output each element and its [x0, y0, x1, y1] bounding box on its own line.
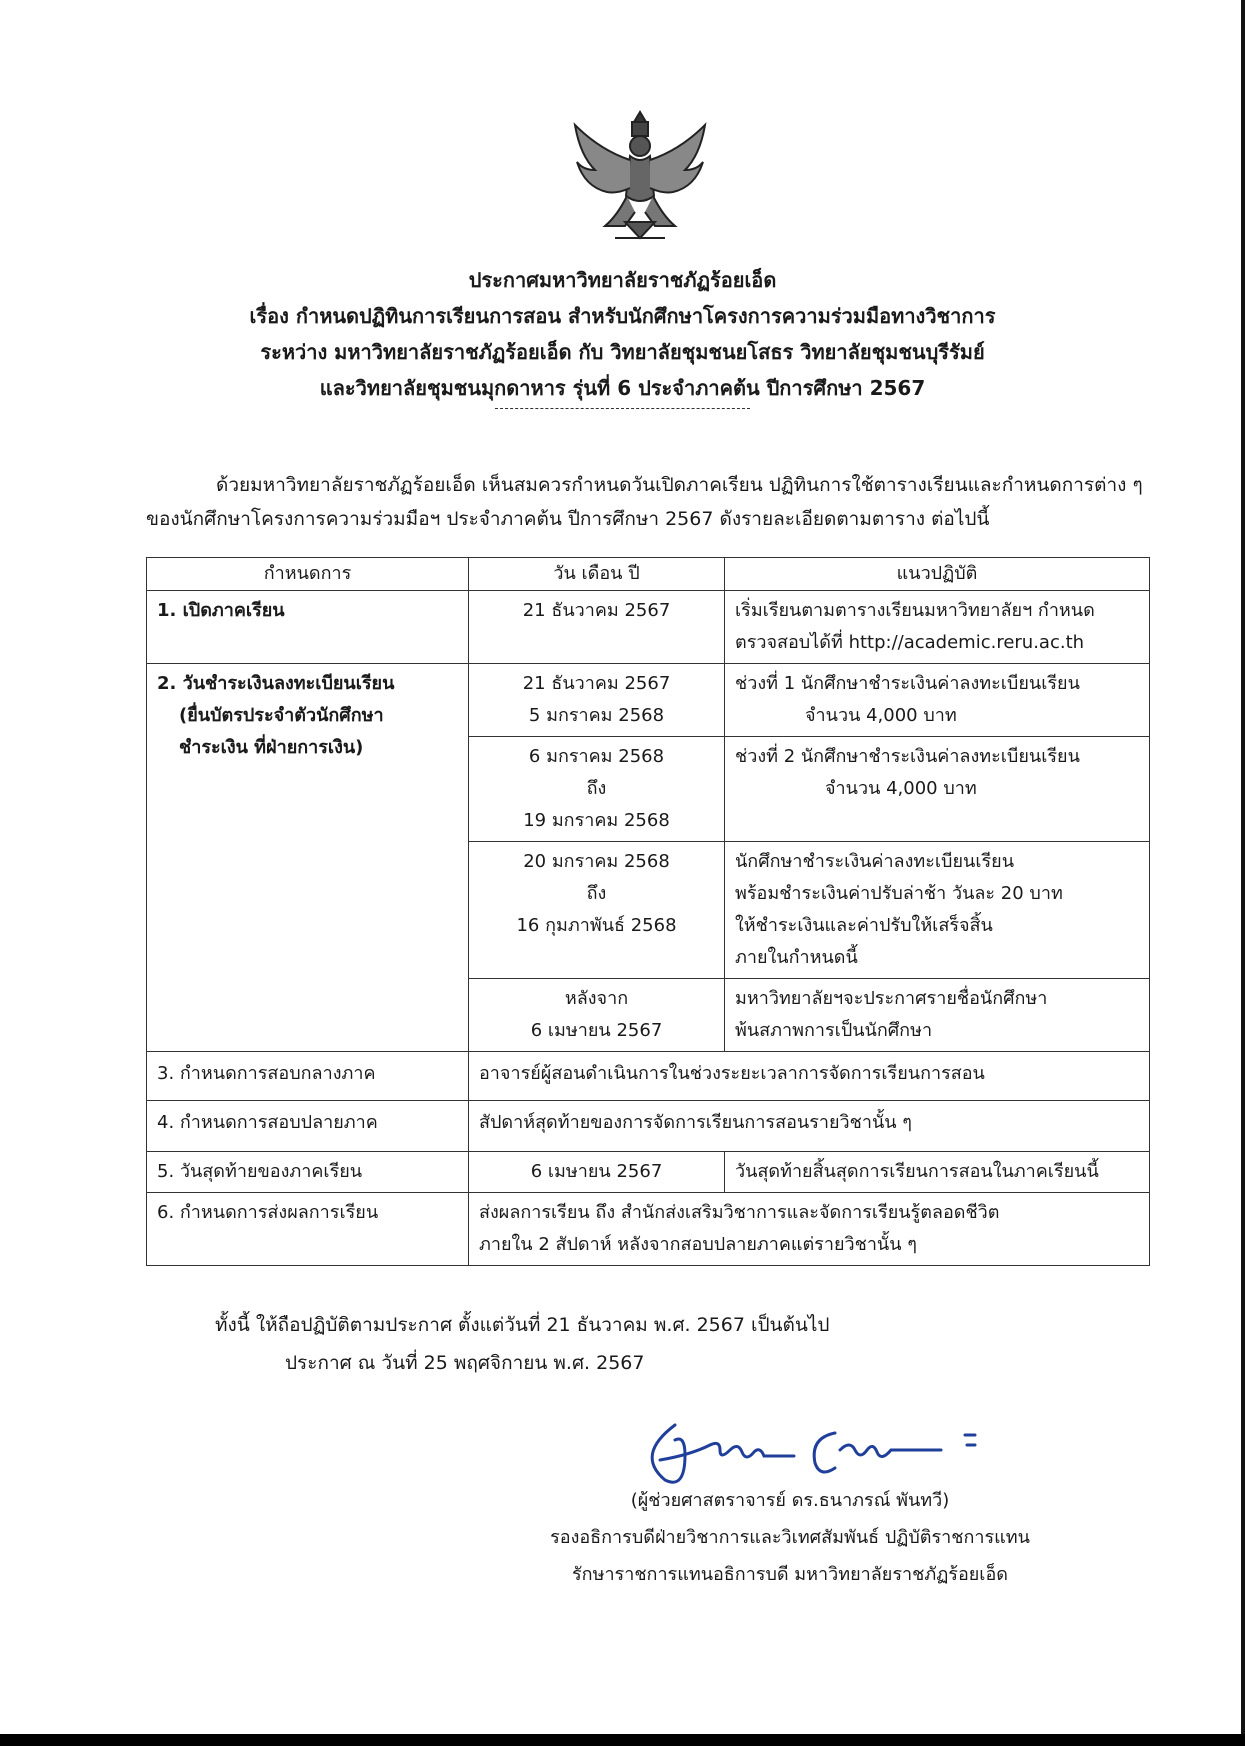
row1-note [725, 591, 1150, 664]
row2d-date-line2: 6 เมษายน 2567 [530, 1020, 663, 1041]
row2b-date [469, 737, 725, 842]
row2c-note-line4: ภายในกำหนดนี้ [735, 947, 858, 968]
row2c-note-line1: นักศึกษาชำระเงินค่าลงทะเบียนเรียน [735, 851, 1015, 872]
row2b-note [725, 737, 1150, 842]
row2a-note-line2: จำนวน 4,000 บาท [805, 705, 957, 726]
row2c-note-line2: พร้อมชำระเงินค่าปรับล่าช้า วันละ 20 บาท [735, 883, 1063, 904]
row6-note-line2: ภายใน 2 สัปดาห์ หลังจากสอบปลายภาคแต่รายวิชานั้น ๆ [479, 1234, 917, 1255]
effective-date-block [215, 1306, 829, 1382]
intro-paragraph [146, 468, 1146, 536]
title-line-3: ระหว่าง มหาวิทยาลัยราชภัฏร้อยเอ็ด กับ วิทยาลัยชุมชนยโสธร วิทยาลัยชุมชนบุรีรัมย์ [260, 340, 985, 364]
row2-item-line2: (ยื่นบัตรประจำตัวนักศึกษา [179, 705, 384, 726]
row2c-date-line2: ถึง [586, 883, 607, 904]
garuda-emblem-icon [565, 100, 715, 250]
row2c-note [725, 842, 1150, 979]
row2b-note-line2: จำนวน 4,000 บาท [825, 778, 977, 799]
announced-date-line: ประกาศ ณ วันที่ 25 พฤศจิกายน พ.ศ. 2567 [285, 1352, 645, 1374]
row4-item: 4. กำหนดการสอบปลายภาค [147, 1101, 469, 1152]
row1-item: 1. เปิดภาคเรียน [147, 591, 469, 664]
table-row [147, 664, 1150, 737]
row6-note-line1: ส่งผลการเรียน ถึง สำนักส่งเสริมวิชาการและจัดการเรียนรู้ตลอดชีวิต [479, 1202, 1000, 1223]
row2d-note [725, 979, 1150, 1052]
row2-item-line1: 2. วันชำระเงินลงทะเบียนเรียน [157, 673, 395, 694]
row2c-date-line3: 16 กุมภาพันธ์ 2568 [516, 915, 677, 936]
row5-item: 5. วันสุดท้ายของภาคเรียน [147, 1152, 469, 1193]
title-line-4: และวิทยาลัยชุมชนมุกดาหาร รุ่นที่ 6 ประจำภาคต้น ปีการศึกษา 2567 [319, 376, 926, 400]
row2d-note-line1: มหาวิทยาลัยฯจะประกาศรายชื่อนักศึกษา [735, 988, 1048, 1009]
row2d-date-line1: หลังจาก [564, 988, 629, 1009]
announcement-title [130, 262, 1115, 409]
row2a-date [469, 664, 725, 737]
row2c-date-line1: 20 มกราคม 2568 [523, 851, 670, 872]
title-line-1: ประกาศมหาวิทยาลัยราชภัฏร้อยเอ็ด [468, 268, 777, 292]
table-row [147, 591, 1150, 664]
effective-date-line: ทั้งนี้ ให้ถือปฏิบัติตามประกาศ ตั้งแต่วันที่ 21 ธันวาคม พ.ศ. 2567 เป็นต้นไป [215, 1314, 830, 1336]
row2c-note-line3: ให้ชำระเงินและค่าปรับให้เสร็จสิ้น [735, 915, 993, 936]
table-row [147, 1193, 1150, 1266]
signer-position-2: รักษาราชการแทนอธิการบดี มหาวิทยาลัยราชภัฏร้อยเอ็ด [572, 1564, 1008, 1585]
signer-block [530, 1482, 1050, 1593]
row2b-date-line2: ถึง [586, 778, 607, 799]
table-row [147, 1052, 1150, 1101]
schedule-table [146, 557, 1150, 1266]
row1-note-line1: เริ่มเรียนตามตารางเรียนมหาวิทยาลัยฯ กำหนด [735, 600, 1095, 621]
row6-note [469, 1193, 1150, 1266]
row1-note-line2: ตรวจสอบได้ที่ http://academic.reru.ac.th [735, 632, 1085, 653]
row2b-date-line1: 6 มกราคม 2568 [528, 746, 665, 767]
row2b-date-line3: 19 มกราคม 2568 [523, 810, 670, 831]
table-row [147, 1152, 1150, 1193]
row2a-note-line1: ช่วงที่ 1 นักศึกษาชำระเงินค่าลงทะเบียนเรียน [735, 673, 1080, 694]
row2b-note-line1: ช่วงที่ 2 นักศึกษาชำระเงินค่าลงทะเบียนเรียน [735, 746, 1080, 767]
row2a-date-line2: 5 มกราคม 2568 [528, 705, 665, 726]
header-schedule: กำหนดการ [147, 558, 469, 591]
intro-line-2: ของนักศึกษาโครงการความร่วมมือฯ ประจำภาคต้น ปีการศึกษา 2567 ดังรายละเอียดตามตาราง ต่อไปนี้ [146, 508, 990, 530]
row2-item [147, 664, 469, 1052]
row2d-note-line2: พ้นสภาพการเป็นนักศึกษา [735, 1020, 933, 1041]
signer-name: (ผู้ช่วยศาสตราจารย์ ดร.ธนาภรณ์ พันทวี) [630, 1490, 950, 1511]
header-date: วัน เดือน ปี [469, 558, 725, 591]
header-guideline: แนวปฏิบัติ [725, 558, 1150, 591]
row1-date: 21 ธันวาคม 2567 [469, 591, 725, 664]
row2d-date [469, 979, 725, 1052]
title-divider [495, 408, 750, 409]
row2c-date [469, 842, 725, 979]
row5-note: วันสุดท้ายสิ้นสุดการเรียนการสอนในภาคเรียนนี้ [725, 1152, 1150, 1193]
row2a-note [725, 664, 1150, 737]
intro-line-1: ด้วยมหาวิทยาลัยราชภัฏร้อยเอ็ด เห็นสมควรกำหนดวันเปิดภาคเรียน ปฏิทินการใช้ตารางเรียนและกำหนดการต่าง ๆ [216, 474, 1143, 496]
signer-position-1: รองอธิการบดีฝ่ายวิชาการและวิเทศสัมพันธ์ ปฏิบัติราชการแทน [550, 1527, 1030, 1548]
title-line-2: เรื่อง กำหนดปฏิทินการเรียนการสอน สำหรับนักศึกษาโครงการความร่วมมือทางวิชาการ [249, 304, 996, 328]
row5-date: 6 เมษายน 2567 [469, 1152, 725, 1193]
row2a-date-line1: 21 ธันวาคม 2567 [522, 673, 671, 694]
row3-note: อาจารย์ผู้สอนดำเนินการในช่วงระยะเวลาการจัดการเรียนการสอน [469, 1052, 1150, 1101]
table-row [147, 1101, 1150, 1152]
row3-item: 3. กำหนดการสอบกลางภาค [147, 1052, 469, 1101]
scan-edge-bottom [0, 1734, 1245, 1746]
row4-note: สัปดาห์สุดท้ายของการจัดการเรียนการสอนรายวิชานั้น ๆ [469, 1101, 1150, 1152]
table-header-row [147, 558, 1150, 591]
row2-item-line3: ชำระเงิน ที่ฝ่ายการเงิน) [179, 737, 364, 758]
scan-edge-right [1241, 0, 1245, 1746]
row6-item: 6. กำหนดการส่งผลการเรียน [147, 1193, 469, 1266]
